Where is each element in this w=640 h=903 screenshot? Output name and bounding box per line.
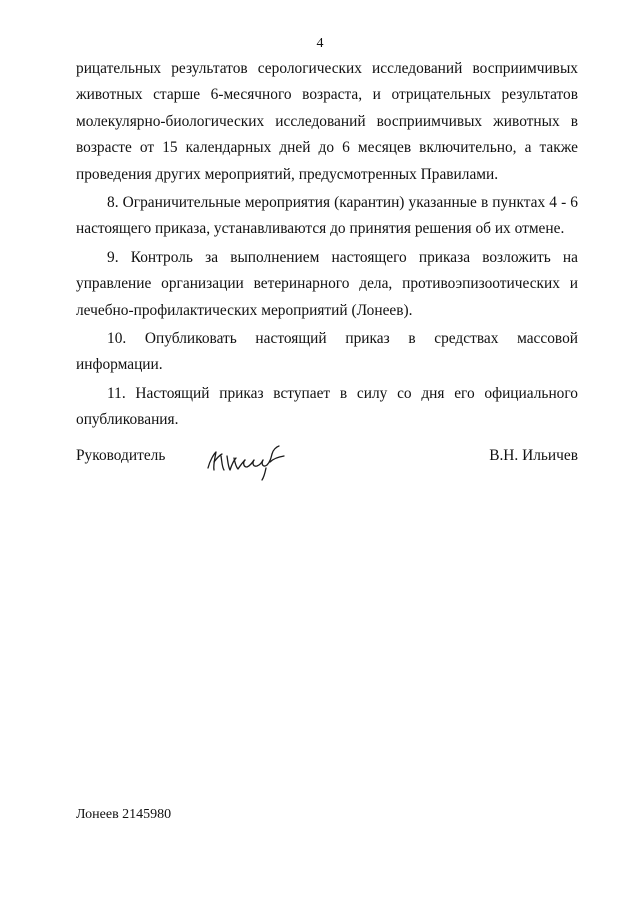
paragraph-item-9: 9. Контроль за выполнением настоящего приказа возложить на управление организации ветеринарного дела, противоэпизоотических и лечебно-профилактических мероприятий (Лонеев). bbox=[76, 248, 578, 319]
signatory-name: В.Н. Ильичев bbox=[489, 447, 578, 464]
paragraph-item-8: 8. Ограничительные мероприятия (карантин) указанные в пунктах 4 - 6 настоящего приказа, устанавливаются до принятия решения об их отмене. bbox=[76, 194, 578, 238]
document-body bbox=[76, 56, 578, 434]
executor-footer: Лонеев 2145980 bbox=[76, 807, 172, 822]
handwritten-signature-icon bbox=[200, 438, 310, 482]
paragraph-continuation: рицательных результатов серологических исследований восприимчивых животных старше 6-месячного возраста, и отрицательных результатов молекулярно-биологических исследований восприимчивых животных в возрасте от 15 календарных дней до 6 месяцев включительно, а также проведения других мероприятий, предусмотренных Правилами. bbox=[76, 60, 578, 183]
paragraph-item-10: 10. Опубликовать настоящий приказ в средствах массовой информации. bbox=[76, 330, 578, 374]
signature-block bbox=[76, 438, 578, 482]
signatory-title: Руководитель bbox=[76, 447, 166, 464]
paragraph-item-11: 11. Настоящий приказ вступает в силу со дня его официального опубликования. bbox=[76, 384, 578, 429]
page-number: 4 bbox=[316, 36, 324, 51]
